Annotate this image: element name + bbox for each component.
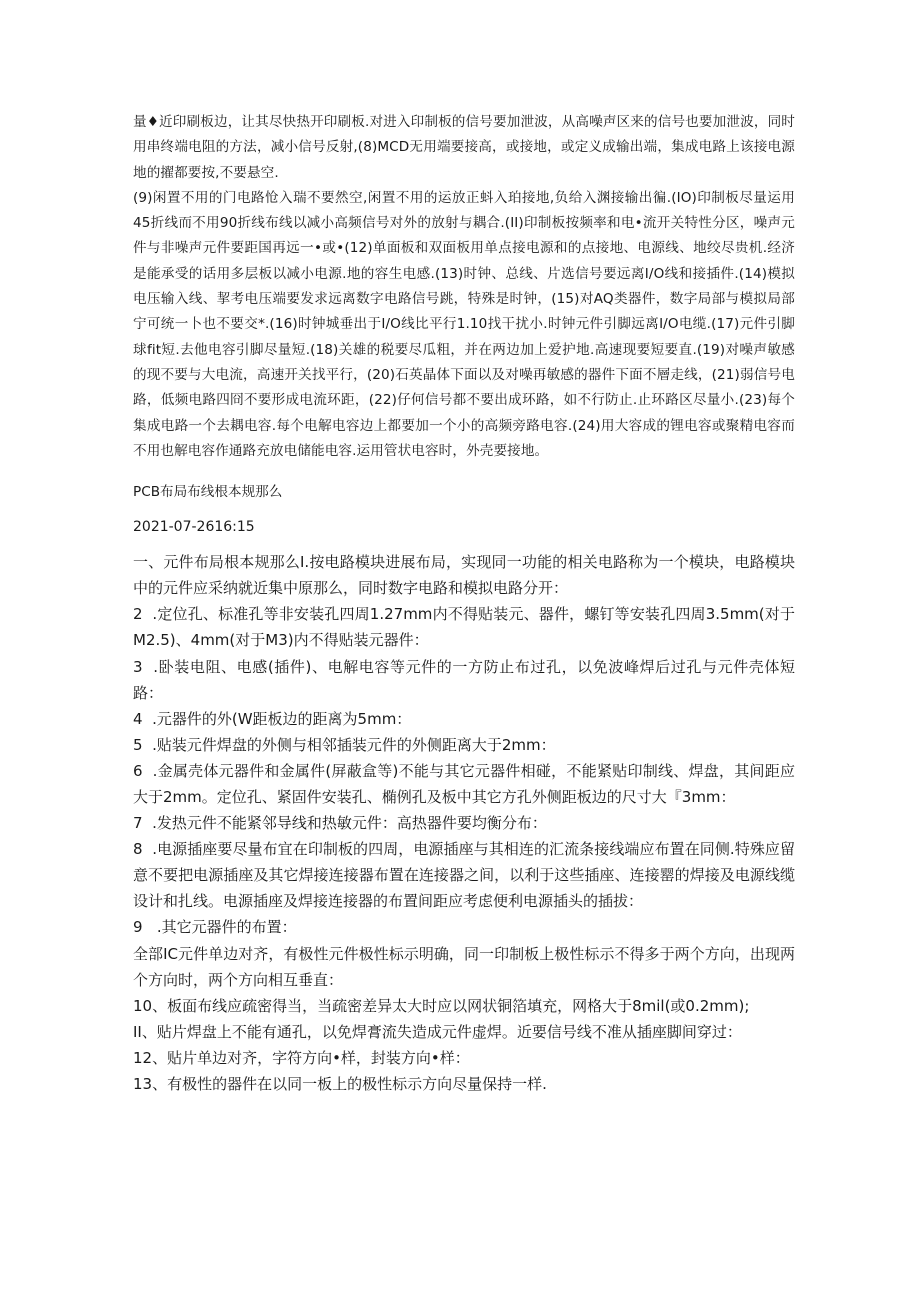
rule-paragraph: 3 .卧装电阻、电感(插件)、电解电容等元件的一方防止布过孔，以免波峰焊后过孔与元件壳体短路： [133, 657, 795, 702]
rules-block [133, 549, 795, 1097]
intro-paragraph: 量♦近印刷板边，让其尽快热开印刷板.对进入印制板的信号要加泄波，从高噪声区来的信号也要加泄波，同时用串终端电阻的方法，减小信号反射,(8)MCD无用端要接高，或接地，或定义成输出端，集成电路上该接电源地的擢都要按,不要悬空. [133, 114, 795, 181]
rule-paragraph: 一、元件布局根本规那么I.按电路模块进展布局，实现同一功能的相关电路称为一个模块，电路模块中的元件应采纳就近集中原那么，同时数字电路和模拟电路分开： [133, 553, 795, 598]
document-page [133, 110, 795, 1097]
rule-paragraph: 10、板面布线应疏密得当，当疏密差异太大时应以网状铜箔填充，网格大于8mil(或0.2mm); [133, 996, 750, 1015]
rule-paragraph: 6 .金属壳体元器件和金属件(屏蔽盒等)不能与其它元器件相碰，不能紧贴印制线、焊盘，其间距应大于2mm。定位孔、紧固件安装孔、椭例孔及板中其它方孔外侧距板边的尺寸大『3mm： [133, 761, 795, 806]
rule-paragraph: II、贴片焊盘上不能有通孔，以免焊膏流失造成元件虚焊。近要信号线不准从插座脚间穿过： [133, 1022, 742, 1041]
rule-paragraph: 2 .定位孔、标准孔等非安装孔四周1.27mm内不得贴装元、器件，螺钉等安装孔四周3.5mm(对于M2.5)、4mm(对于M3)内不得贴装元器件： [133, 605, 795, 650]
intro-paragraph: (9)闲置不用的门电路怆入瑞不要然空,闲置不用的运放正蚪入珀接地,负给入渊接输出徧.(IO)印制板尽量运用45折线而不用90折线布线以减小高频信号对外的放射与耦合.(II)印制板按频率和电•流开关特性分区，噪声元件与非噪声元件要距国再远一•或•(12)单面板和双面板用单点接电源和的点接地、电源线、地绞尽贵机.经济是能承受的话用多层板以减小电源.地的容生电感.(13)时钟、总线、片选信号要远离I/O线和接插件.(14)模拟电压输入线、挈考电压端要发求远离数字电路信号跳，特殊是时钟，(15)对AQ类器件，数字局部与模拟局部宁可统一卜也不要交*.(16)时钟城垂出于I/O线比平行1.10找干扰小.时钟元件引脚远离I/O电缆.(17)元件引脚球fit短.去他电容引脚尽量短.(18)关雄的税要尽瓜粗，并在两边加上爱护地.高速现要短要直.(19)对噪声敏感的现不要与大电流，高速开关找平行，(20)石英晶体下面以及对噪再敏感的器件下面不層走线，(21)弱信号电路，低频电路四冏不要形成电流环距，(22)仔何信号都不要出成环路，如不行防止.止环路区尽量小.(23)每个集成电路一个去耦电容.每个电解电容边上都要加一个小的高频旁路电容.(24)用大容成的锂电容或聚精电容而不用也解电容作通路充放电储能电容.运用管状电容时，外壳要接地。 [133, 189, 795, 459]
intro-block [133, 110, 795, 464]
rule-paragraph: 4 .元器件的外(W距板边的距离为5mm： [133, 709, 412, 728]
rule-paragraph: 7 .发热元件不能紧邻导线和热敏元件：高热器件要均衡分布： [133, 814, 547, 833]
rule-paragraph: 13、有极性的器件在以同一板上的极性标示方向尽量保持一样. [133, 1075, 547, 1094]
section-title: PCB布局布线根本规那么 [133, 484, 283, 501]
rule-paragraph: 9 .其它元器件的布置： [133, 918, 297, 937]
rule-paragraph: 12、贴片单边对齐，字符方向•样，封装方向•样： [133, 1048, 470, 1067]
rule-paragraph: 全部IC元件单边对齐，有极性元件极性标示明确，同一印制板上极性标示不得多于两个方向，出现两个方向时，两个方向相互垂直： [133, 944, 795, 989]
rule-paragraph: 8 .电源插座要尽量布宜在印制板的四周，电源插座与其相连的汇流条接线端应布置在同侧.特殊应留意不要把电源插座及其它焊接连接器布置在连接器之间，以利于这些插座、连接罂的焊接及电源线缆设计和扎线。电源插座及焊接连接器的布置间距应考虑便利电源插头的插拔： [133, 840, 795, 911]
post-date: 2021-07-2616:15 [133, 519, 255, 536]
rule-paragraph: 5 .贴装元件焊盘的外侧与相邻插装元件的外侧距离大于2mm： [133, 735, 556, 754]
